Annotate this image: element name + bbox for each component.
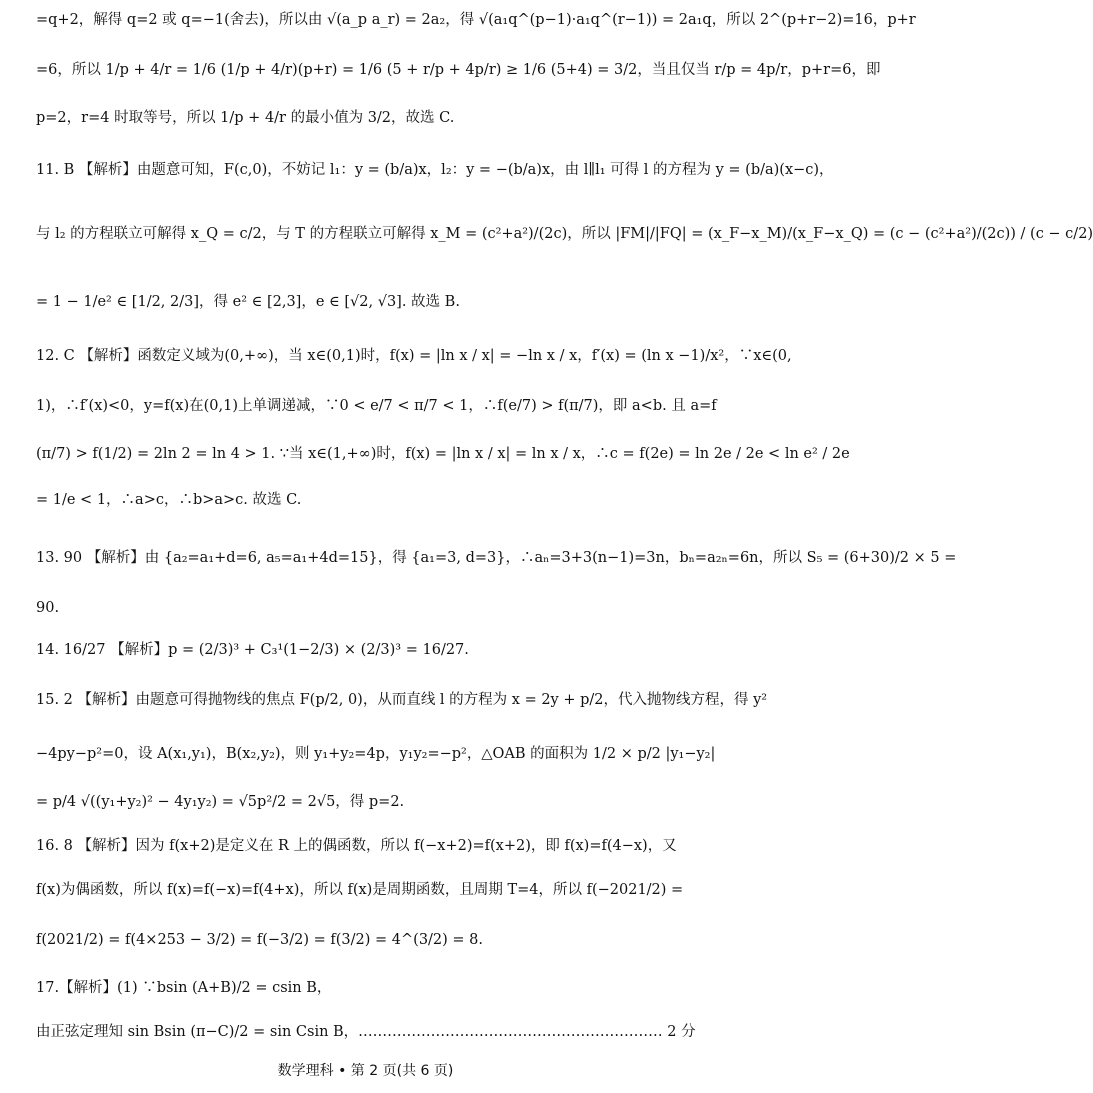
text-line: 与 l₂ 的方程联立可解得 x_Q = c/2，与 T 的方程联立可解得 x_M = (c²+a²)/(2c)，所以 |FM|/|FQ| = (x_F−x_M)/(x_F−x_Q) = (c − (c²+a²)/(2c)) / (c − c/2) <box>36 226 1093 242</box>
text-line: = 1 − 1/e² ∈ [1/2, 2/3]，得 e² ∈ [2,3]，e ∈ [√2, √3]. 故选 B. <box>36 294 460 310</box>
problem-15-line: 15. 2 【解析】由题意可得抛物线的焦点 F(p/2, 0)，从而直线 l 的方程为 x = 2y + p/2，代入抛物线方程，得 y² <box>36 692 768 708</box>
text-line: p=2，r=4 时取等号，所以 1/p + 4/r 的最小值为 3/2，故选 C. <box>36 110 455 126</box>
problem-12-line: 12. C 【解析】函数定义域为(0,+∞)，当 x∈(0,1)时，f(x) = |ln x / x| = −ln x / x，f′(x) = (ln x −1)/x²，∵x∈(0, <box>36 348 792 364</box>
text-line: = 1/e < 1，∴a>c，∴b>a>c. 故选 C. <box>36 492 302 508</box>
text-line: = p/4 √((y₁+y₂)² − 4y₁y₂) = √5p²/2 = 2√5，得 p=2. <box>36 794 405 810</box>
text-line: 1)，∴f′(x)<0，y=f(x)在(0,1)上单调递减，∵0 < e/7 < π/7 < 1，∴f(e/7) > f(π/7)，即 a<b. 且 a=f <box>36 398 717 414</box>
text-line: f(2021/2) = f(4×253 − 3/2) = f(−3/2) = f(3/2) = 4^(3/2) = 8. <box>36 932 484 948</box>
text-line: =6，所以 1/p + 4/r = 1/6 (1/p + 4/r)(p+r) = 1/6 (5 + r/p + 4p/r) ≥ 1/6 (5+4) = 3/2，当且仅当 r/p = 4p/r，p+r=6，即 <box>36 62 881 78</box>
text-line: 90. <box>36 600 60 616</box>
text-line: −4py−p²=0，设 A(x₁,y₁)，B(x₂,y₂)，则 y₁+y₂=4p，y₁y₂=−p²，△OAB 的面积为 1/2 × p/2 |y₁−y₂| <box>36 746 716 762</box>
problem-17-line: 17.【解析】(1) ∵bsin (A+B)/2 = csin B， <box>36 980 332 996</box>
problem-14-line: 14. 16/27 【解析】p = (2/3)³ + C₃¹(1−2/3) × (2/3)³ = 16/27. <box>36 642 469 658</box>
page-footer: 数学理科 • 第 2 页(共 6 页) <box>277 1063 454 1079</box>
problem-13-line: 13. 90 【解析】由 {a₂=a₁+d=6, a₅=a₁+4d=15}，得 {a₁=3, d=3}，∴aₙ=3+3(n−1)=3n，bₙ=a₂ₙ=6n，所以 S₅ = (6+30)/2 × 5 = <box>36 550 957 566</box>
text-line: 由正弦定理知 sin Bsin (π−C)/2 = sin Csin B，……………………………………………………… 2 分 <box>36 1024 696 1040</box>
text-line: (π/7) > f(1/2) = 2ln 2 = ln 4 > 1. ∵当 x∈(1,+∞)时，f(x) = |ln x / x| = ln x / x，∴c = f(2e) = ln 2e / 2e < ln e² / 2e <box>36 446 850 462</box>
text-line: =q+2，解得 q=2 或 q=−1(舍去)，所以由 √(a_p a_r) = 2a₂，得 √(a₁q^(p−1)·a₁q^(r−1)) = 2a₁q，所以 2^(p+r−2)=16，p+r <box>36 12 916 28</box>
problem-11-line: 11. B 【解析】由题意可知，F(c,0)，不妨记 l₁：y = (b/a)x，l₂：y = −(b/a)x，由 l∥l₁ 可得 l 的方程为 y = (b/a)(x−c)， <box>36 162 834 178</box>
problem-16-line: 16. 8 【解析】因为 f(x+2)是定义在 R 上的偶函数，所以 f(−x+2)=f(x+2)，即 f(x)=f(4−x)，又 <box>36 838 677 854</box>
text-line: f(x)为偶函数，所以 f(x)=f(−x)=f(4+x)，所以 f(x)是周期函数，且周期 T=4，所以 f(−2021/2) = <box>36 882 684 898</box>
